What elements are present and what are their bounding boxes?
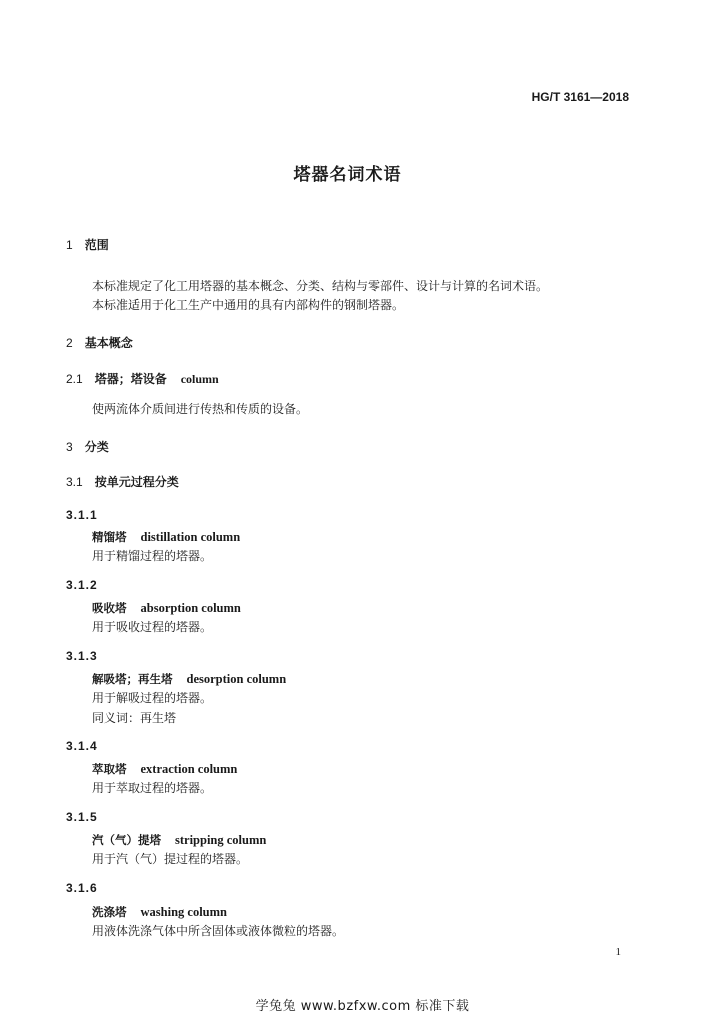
footer-watermark: 学兔兔 www.bzfxw.com 标准下载: [255, 999, 470, 1014]
term-cn: 吸收塔: [92, 601, 127, 615]
section-number: 3: [66, 440, 73, 454]
term-cn: 精馏塔: [92, 530, 127, 544]
term-2-1-heading: [66, 370, 219, 387]
term-number: 3.1.6: [66, 881, 98, 895]
section-number: 3.1: [66, 475, 83, 489]
section-title: 分类: [84, 440, 109, 454]
term-number: 3.1.4: [66, 739, 98, 753]
term-number: 3.1.2: [66, 578, 98, 592]
term-cn: 洗涤塔: [92, 905, 127, 919]
section-number: 2: [66, 336, 73, 350]
term-number: 3.1.5: [66, 810, 98, 824]
term-heading: [92, 529, 240, 545]
term-heading: [92, 671, 286, 687]
term-en: desorption column: [186, 672, 287, 686]
term-en: absorption column: [140, 601, 241, 615]
term-number: 3.1.1: [66, 508, 98, 522]
document-title: 塔器名词术语: [293, 165, 402, 185]
term-number: 3.1.3: [66, 649, 98, 663]
term-heading: [92, 761, 237, 777]
term-heading: [92, 600, 241, 616]
term-en: distillation column: [140, 530, 241, 544]
term-heading: [92, 832, 266, 848]
section-title: 范围: [84, 238, 109, 252]
section-title: 基本概念: [84, 336, 133, 350]
term-heading: [92, 904, 227, 920]
term-cn: 解吸塔；再生塔: [92, 672, 173, 686]
term-en: extraction column: [140, 762, 238, 776]
scope-paragraph-2: 本标准适用于化工生产中通用的具有内部构件的钢制塔器。: [92, 298, 405, 312]
section-2-heading: [66, 334, 133, 351]
term-number: 2.1: [66, 372, 83, 386]
term-cn: 萃取塔: [92, 762, 127, 776]
term-definition: 用液体洗涤气体中所含固体或液体微粒的塔器。: [92, 924, 345, 938]
term-definition: 用于萃取过程的塔器。: [92, 781, 213, 795]
page-number: 1: [615, 946, 621, 958]
term-definition: 用于精馏过程的塔器。: [92, 549, 213, 563]
term-definition: 用于解吸过程的塔器。: [92, 691, 213, 705]
term-cn: 塔器；塔设备: [94, 372, 167, 386]
section-title: 按单元过程分类: [94, 475, 179, 489]
term-en: washing column: [140, 905, 227, 919]
section-number: 1: [66, 238, 73, 252]
term-synonym: 同义词：再生塔: [92, 711, 177, 725]
term-en: stripping column: [175, 833, 267, 847]
section-3-heading: [66, 438, 109, 455]
term-2-1-definition: 使两流体介质间进行传热和传质的设备。: [92, 402, 309, 416]
section-3-1-heading: [66, 473, 179, 490]
scope-paragraph-1: 本标准规定了化工用塔器的基本概念、分类、结构与零部件、设计与计算的名词术语。: [92, 279, 549, 293]
standard-code: HG/T 3161—2018: [531, 90, 629, 104]
term-definition: 用于汽（气）提过程的塔器。: [92, 852, 249, 866]
section-1-heading: [66, 236, 109, 253]
term-en: column: [180, 372, 219, 386]
term-definition: 用于吸收过程的塔器。: [92, 620, 213, 634]
term-cn: 汽（气）提塔: [92, 833, 161, 847]
